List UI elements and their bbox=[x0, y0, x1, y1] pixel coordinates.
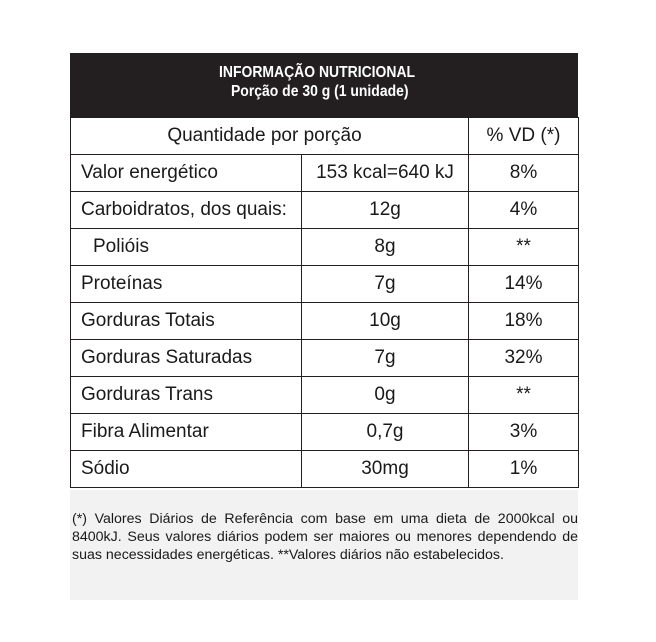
table-row bbox=[71, 229, 579, 266]
nutrient-vd: 8% bbox=[469, 155, 579, 192]
table-row bbox=[71, 303, 579, 340]
table-header-row bbox=[71, 118, 579, 155]
nutrient-vd: ** bbox=[469, 377, 579, 414]
nutrient-vd: 14% bbox=[469, 266, 579, 303]
table-row bbox=[71, 451, 579, 488]
nutrient-vd: 4% bbox=[469, 192, 579, 229]
nutrient-name: Valor energético bbox=[71, 155, 302, 192]
nutrient-vd: 3% bbox=[469, 414, 579, 451]
nutrition-header bbox=[70, 53, 578, 117]
footnote-box bbox=[70, 490, 578, 600]
table-row bbox=[71, 266, 579, 303]
table-row bbox=[71, 192, 579, 229]
nutrient-name: Fibra Alimentar bbox=[71, 414, 302, 451]
nutrient-amount: 153 kcal=640 kJ bbox=[302, 155, 469, 192]
nutrition-label bbox=[70, 53, 578, 488]
nutrient-vd: 18% bbox=[469, 303, 579, 340]
footnote-text: (*) Valores Diários de Referência com base em uma dieta de 2000kcal ou 8400kJ. Seus valores diários podem ser maiores ou menores dependendo de suas necessidades energéticas. **Valores diários não estabelecidos. bbox=[72, 511, 578, 563]
nutrient-amount: 0g bbox=[302, 377, 469, 414]
nutrient-name: Sódio bbox=[71, 451, 302, 488]
nutrition-table bbox=[70, 117, 579, 488]
nutrient-vd: ** bbox=[469, 229, 579, 266]
quantity-per-portion-label: Quantidade por porção bbox=[71, 118, 469, 155]
nutrient-amount: 7g bbox=[302, 340, 469, 377]
nutrient-amount: 7g bbox=[302, 266, 469, 303]
nutrient-amount: 10g bbox=[302, 303, 469, 340]
table-row bbox=[71, 155, 579, 192]
nutrient-vd: 1% bbox=[469, 451, 579, 488]
nutrient-name: Gorduras Totais bbox=[71, 303, 302, 340]
table-row bbox=[71, 340, 579, 377]
daily-value-label: % VD (*) bbox=[469, 118, 579, 155]
portion-size: Porção de 30 g (1 unidade) bbox=[231, 83, 409, 100]
nutrient-name: Polióis bbox=[71, 229, 302, 266]
nutrient-amount: 12g bbox=[302, 192, 469, 229]
nutrient-name: Proteínas bbox=[71, 266, 302, 303]
nutrient-name: Gorduras Trans bbox=[71, 377, 302, 414]
nutrient-name: Carboidratos, dos quais: bbox=[71, 192, 302, 229]
nutrient-amount: 0,7g bbox=[302, 414, 469, 451]
table-row bbox=[71, 414, 579, 451]
nutrient-amount: 8g bbox=[302, 229, 469, 266]
table-row bbox=[71, 377, 579, 414]
nutrient-amount: 30mg bbox=[302, 451, 469, 488]
nutrient-name: Gorduras Saturadas bbox=[71, 340, 302, 377]
nutrient-vd: 32% bbox=[469, 340, 579, 377]
nutrition-title: INFORMAÇÃO NUTRICIONAL bbox=[219, 64, 416, 81]
